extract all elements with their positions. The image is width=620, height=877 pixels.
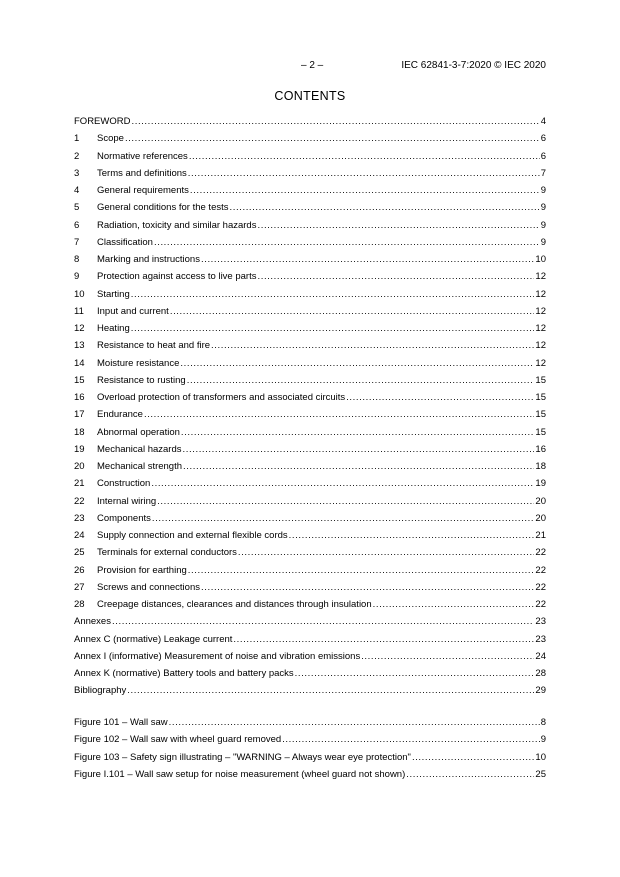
toc-entry-title: Scope <box>97 133 124 145</box>
toc-entry-page: 18 <box>535 461 546 472</box>
toc-entry-number: 6 <box>74 219 80 231</box>
toc-entry[interactable] <box>74 199 546 216</box>
toc-entry-page: 28 <box>535 668 546 679</box>
toc-entry[interactable] <box>74 389 546 406</box>
toc-entry-page: 15 <box>535 409 546 421</box>
contents-heading: CONTENTS <box>274 89 346 103</box>
dot-leader <box>201 251 534 268</box>
dot-leader <box>144 406 534 423</box>
dot-leader <box>406 766 534 783</box>
toc-entry-number: 26 <box>74 564 85 576</box>
toc-entry-number: 28 <box>74 599 85 610</box>
dot-leader <box>131 286 535 303</box>
page-number: – 2 – <box>301 60 324 71</box>
figure-entry-page: 8 <box>540 717 546 728</box>
table-of-contents <box>74 113 546 700</box>
toc-entry-page: 12 <box>535 288 546 300</box>
toc-entry-title: Moisture resistance <box>97 357 180 369</box>
toc-entry-number: 11 <box>74 305 84 317</box>
toc-entry-title: Resistance to rusting <box>97 374 186 386</box>
toc-entry[interactable] <box>74 631 546 648</box>
list-of-figures <box>74 714 546 783</box>
toc-entry-number: 24 <box>74 530 85 541</box>
toc-entry-title: Mechanical strength <box>97 461 183 472</box>
toc-entry-title: Classification <box>97 236 153 248</box>
dot-leader <box>112 613 534 630</box>
toc-entry-page: 12 <box>535 357 546 369</box>
toc-entry-title: Annexes <box>74 616 111 628</box>
toc-entry-title: Provision for earthing <box>97 564 187 576</box>
figure-entry[interactable] <box>74 766 546 783</box>
toc-entry[interactable] <box>74 182 546 199</box>
toc-entry-title: Overload protection of transformers and associated circuits <box>97 392 346 403</box>
toc-entry-title: Protection against access to live parts <box>97 271 257 283</box>
toc-entry-title: Annex C (normative) Leakage current <box>74 633 233 645</box>
dot-leader <box>127 682 534 699</box>
dot-leader <box>180 355 534 372</box>
toc-entry[interactable] <box>74 579 546 596</box>
toc-entry-title: Screws and connections <box>97 581 200 593</box>
dot-leader <box>131 320 535 337</box>
toc-entry-page: 6 <box>540 150 546 162</box>
dot-leader <box>152 510 535 527</box>
toc-entry[interactable] <box>74 268 546 285</box>
dot-leader <box>181 424 535 441</box>
toc-entry[interactable] <box>74 562 546 579</box>
toc-entry-page: 12 <box>535 305 546 317</box>
toc-entry[interactable] <box>74 475 546 492</box>
dot-leader <box>154 234 540 251</box>
toc-entry-page: 10 <box>535 254 546 265</box>
document-reference: IEC 62841-3-7:2020 © IEC 2020 <box>401 60 546 71</box>
toc-entry-page: 22 <box>535 564 546 576</box>
dot-leader <box>188 165 540 182</box>
toc-entry[interactable] <box>74 596 546 613</box>
toc-entry-number: 20 <box>74 461 85 472</box>
dot-leader <box>233 631 534 648</box>
figure-entry-page: 9 <box>540 734 546 746</box>
toc-entry-title: Construction <box>97 478 151 490</box>
toc-entry-title: Input and current <box>97 305 169 317</box>
toc-entry-page: 20 <box>535 495 546 507</box>
toc-entry[interactable] <box>74 372 546 389</box>
toc-entry-number: 15 <box>74 374 85 386</box>
dot-leader <box>238 544 535 561</box>
toc-entry-title: General conditions for the tests <box>97 202 229 214</box>
dot-leader <box>257 217 539 234</box>
toc-entry-page: 24 <box>535 650 546 662</box>
toc-entry-number: 7 <box>74 236 80 248</box>
toc-entry-number: 25 <box>74 547 85 559</box>
toc-entry[interactable] <box>74 337 546 354</box>
toc-entry[interactable] <box>74 320 546 337</box>
toc-entry-page: 6 <box>540 133 546 145</box>
toc-entry-title: Abnormal operation <box>97 426 180 438</box>
toc-entry-title: FOREWORD <box>74 116 131 127</box>
dot-leader <box>190 182 540 199</box>
toc-entry-page: 23 <box>535 633 546 645</box>
toc-entry-number: 12 <box>74 323 85 334</box>
toc-entry[interactable] <box>74 613 546 630</box>
figure-entry[interactable] <box>74 749 546 766</box>
toc-entry[interactable] <box>74 148 546 165</box>
toc-entry[interactable] <box>74 165 546 182</box>
toc-entry-title: Annex I (informative) Measurement of noise and vibration emissions <box>74 650 361 662</box>
toc-entry-page: 20 <box>535 512 546 524</box>
toc-entry-page: 19 <box>535 478 546 490</box>
toc-entry-title: Terms and definitions <box>97 167 187 179</box>
dot-leader <box>151 475 534 492</box>
toc-entry-page: 9 <box>540 219 546 231</box>
toc-entry-page: 9 <box>540 185 546 196</box>
toc-entry-page: 9 <box>540 202 546 214</box>
dot-leader <box>230 199 540 216</box>
figure-entry[interactable] <box>74 714 546 731</box>
toc-entry-title: Normative references <box>97 150 188 162</box>
toc-entry[interactable] <box>74 527 546 544</box>
dot-leader <box>257 268 534 285</box>
dot-leader <box>187 372 535 389</box>
toc-entry-title: Terminals for external conductors <box>97 547 237 559</box>
toc-entry-number: 2 <box>74 150 80 162</box>
figure-entry[interactable] <box>74 731 546 748</box>
toc-entry-page: 15 <box>535 392 546 403</box>
toc-entry-page: 7 <box>540 167 546 179</box>
dot-leader <box>201 579 534 596</box>
toc-entry[interactable] <box>74 665 546 682</box>
toc-entry-title: Creepage distances, clearances and distances through insulation <box>97 599 372 610</box>
toc-entry-title: Endurance <box>97 409 143 421</box>
toc-entry-page: 9 <box>540 236 546 248</box>
toc-entry-page: 12 <box>535 340 546 352</box>
toc-entry-title: Components <box>97 512 151 524</box>
dot-leader <box>361 648 534 665</box>
toc-entry-page: 22 <box>535 599 546 610</box>
toc-entry-page: 29 <box>535 685 546 697</box>
dot-leader <box>412 749 534 766</box>
toc-entry-title: Starting <box>97 288 130 300</box>
toc-entry-page: 12 <box>535 323 546 334</box>
dot-leader <box>295 665 535 682</box>
dot-leader <box>183 441 535 458</box>
toc-entry[interactable] <box>74 648 546 665</box>
toc-entry-number: 9 <box>74 271 80 283</box>
toc-entry-title: Resistance to heat and fire <box>97 340 211 352</box>
toc-entry-number: 21 <box>74 478 85 490</box>
toc-entry-number: 14 <box>74 357 85 369</box>
toc-entry-title: Mechanical hazards <box>97 443 182 455</box>
figure-entry-title: Figure 101 – Wall saw <box>74 717 168 728</box>
toc-entry-title: Bibliography <box>74 685 127 697</box>
toc-entry-title: Annex K (normative) Battery tools and battery packs <box>74 668 294 679</box>
dot-leader <box>170 303 535 320</box>
dot-leader <box>125 130 540 147</box>
figure-entry-title: Figure 102 – Wall saw with wheel guard removed <box>74 734 282 746</box>
toc-entry-number: 1 <box>74 133 80 145</box>
dot-leader <box>183 458 534 475</box>
dot-leader <box>211 337 534 354</box>
toc-entry[interactable] <box>74 458 546 475</box>
toc-entry-number: 23 <box>74 512 85 524</box>
toc-entry-number: 5 <box>74 202 80 214</box>
toc-entry-page: 16 <box>535 443 546 455</box>
toc-entry-number: 27 <box>74 581 85 593</box>
toc-entry-number: 13 <box>74 340 85 352</box>
toc-entry-number: 22 <box>74 495 85 507</box>
toc-entry-number: 4 <box>74 185 80 196</box>
toc-entry[interactable] <box>74 510 546 527</box>
toc-entry[interactable] <box>74 286 546 303</box>
figure-entry-title: Figure I.101 – Wall saw setup for noise measurement (wheel guard not shown) <box>74 768 406 780</box>
toc-entry[interactable] <box>74 251 546 268</box>
dot-leader <box>157 493 534 510</box>
toc-entry-number: 19 <box>74 443 85 455</box>
toc-entry[interactable] <box>74 113 546 130</box>
dot-leader <box>169 714 540 731</box>
toc-entry-title: General requirements <box>97 185 189 196</box>
toc-entry-page: 4 <box>540 116 546 127</box>
toc-entry-number: 3 <box>74 167 80 179</box>
toc-entry[interactable] <box>74 355 546 372</box>
toc-entry-title: Radiation, toxicity and similar hazards <box>97 219 257 231</box>
dot-leader <box>131 113 539 130</box>
toc-entry-number: 8 <box>74 254 80 265</box>
dot-leader <box>289 527 535 544</box>
toc-entry-title: Internal wiring <box>97 495 157 507</box>
toc-entry-number: 10 <box>74 288 85 300</box>
toc-entry[interactable] <box>74 130 546 147</box>
toc-entry-title: Marking and instructions <box>97 254 200 265</box>
toc-entry-number: 16 <box>74 392 85 403</box>
toc-entry[interactable] <box>74 303 546 320</box>
toc-entry-title: Heating <box>97 323 130 334</box>
page-header <box>74 60 546 74</box>
dot-leader <box>346 389 534 406</box>
toc-entry[interactable] <box>74 424 546 441</box>
toc-entry-number: 18 <box>74 426 85 438</box>
figure-entry-title: Figure 103 – Safety sign illustrating – "WARNING – Always wear eye protection" <box>74 751 411 763</box>
toc-entry-page: 15 <box>535 426 546 438</box>
toc-entry[interactable] <box>74 682 546 699</box>
toc-entry[interactable] <box>74 234 546 251</box>
toc-entry-page: 12 <box>535 271 546 283</box>
toc-entry[interactable] <box>74 493 546 510</box>
toc-entry-number: 17 <box>74 409 85 421</box>
toc-entry-title: Supply connection and external flexible cords <box>97 530 288 541</box>
toc-entry[interactable] <box>74 544 546 561</box>
toc-entry-page: 23 <box>535 616 546 628</box>
dot-leader <box>189 148 540 165</box>
toc-entry-page: 21 <box>535 530 546 541</box>
figure-entry-page: 10 <box>535 751 546 763</box>
toc-entry[interactable] <box>74 217 546 234</box>
toc-entry-page: 22 <box>535 581 546 593</box>
dot-leader <box>282 731 540 748</box>
figure-entry-page: 25 <box>535 768 546 780</box>
dot-leader <box>188 562 535 579</box>
toc-entry-page: 22 <box>535 547 546 559</box>
toc-entry-page: 15 <box>535 374 546 386</box>
dot-leader <box>373 596 535 613</box>
toc-entry[interactable] <box>74 441 546 458</box>
toc-entry[interactable] <box>74 406 546 423</box>
